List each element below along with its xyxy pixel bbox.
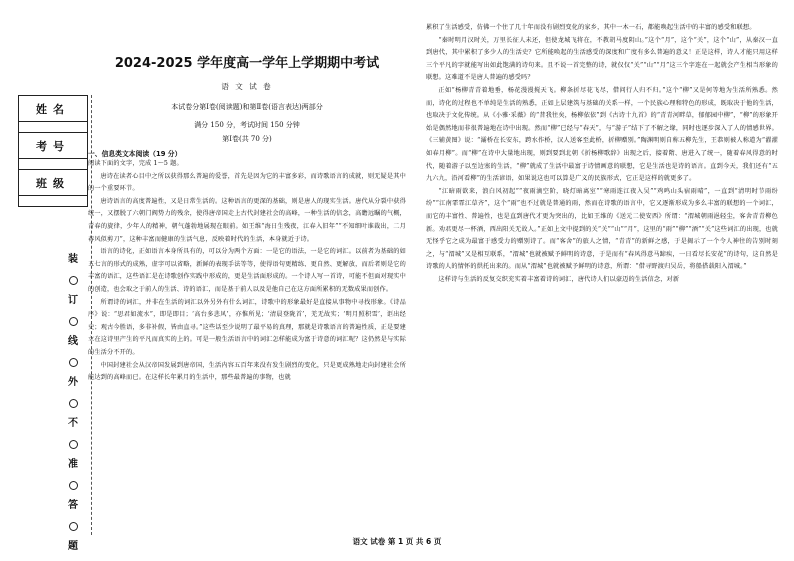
exam-number-field-blank[interactable] [19,159,87,170]
binding-char: 准 [68,459,78,470]
class-field-label: 班级 [19,170,87,196]
binding-char: 答 [68,500,78,511]
binding-char: 线 [68,336,78,347]
binding-char: 外 [68,377,78,388]
section-instruction: 阅读下面的文字，完成 1～5 题。 [88,160,183,167]
binding-dot [69,522,78,531]
passage-paragraph: 唐诗在读者心目中之所以获得那么普遍的爱誉，首先是因为它的丰富多彩，而诗歌语言的成就，则无疑是其中的一个重要环节。 [88,172,406,193]
binding-dot [69,399,78,408]
binding-dot [69,358,78,367]
binding-dot [69,276,78,285]
binding-dot [69,317,78,326]
passage-paragraph: 累积了生活感受，仿佛一个住了几十年而没有剧烈变化的家乡，其中一木一石，都能唤起生活中的丰富的感受和联想。 [426,24,756,31]
passage-paragraph: “江暗雨欲来，浪白风初起”“夜雨滴空阶，晓灯暗离室”“寒雨连江夜入吴”“鸡鸣山头宿雨晴”，一直到“清明时节雨纷纷”“江南霏霏江草齐”，这个“雨”也不过就是普通的雨，然而在诗歌的语言中，它又逐渐形成为多么丰富的联想的一个词汇，而它的丰富性、普遍性，也是直到唐代才更为突出的，比如王维的《送元二使安西》所谓：“渭城朝雨浥轻尘，客舍青青柳色新。劝君更尽一杯酒，西出阳关无故人。”正如上文中提到的关“关”“山”“月”，这里的“雨”“柳”“酒”“关”这些词汇的出现，也就无怪乎它之成为最富于感受力的赠别诗了。而“客舍”的旅人之情，“青青”的新鲜之感，于是揭示了一个令人神往的告别时刻之，与“渭城”又是相互联系，“渭城”也就被赋予鲜明的诗意，于是而有“春风得意马蹄疾，一日看尽长安花”的诗句，这自然是诗歌的人的情怀的烘托出来的。而从“渭城”也就被赋予鲜明的诗意，所谓：“借寻野渡归吴岳，将船搭载阳入渭城。” [426,187,778,271]
exam-subject: 语 文 试 卷 [221,82,273,91]
passage-paragraph: 正如“杨柳青青着地垂，杨花漫漫搅天飞。柳条折尽花飞尽，借问行人归不归。”这个“柳”又是何等地为生活所熟悉。然而，诗化的过程也不单纯是生活的熟悉，正如上层建筑与基础的关系一样，一个民族心理和特色的形成，既取决于他的生活，也取决于文化传统。从《小雅·采薇》的“昔我往矣，杨柳依依”到《古诗十九首》的“青青河畔草，郁郁园中柳”，“柳”的形象开始是偶然地而非很普遍地在诗中出现。然而“柳”已经与“春天”，与“游子”结下了不解之缘，同时也逐步深入了人的情感世界。《三辅黄图》说：“灞桥在长安东，跨水作桥，汉人送客至此桥，折柳赠别。”陶渊明则自称五柳先生，王恭则被人称道为“濯濯如春月柳”。而“柳”在诗中大量地出现，则到要到北朝《折杨柳歌辞》出现之后，接着隋、唐进入了统一，随着春风得意的时代，随着游子以至边塞的生活，“柳”就成了生活中最富于诗情画意的联想，它是生活也是诗的语言。直到今天，我们还有“五九六九，沿河看柳”的生活谚语，如果说这也可以算是广义的民族形式，它正是这样的就更多了。 [426,86,778,183]
passage-paragraph: 语言的诗化，正如语言本身所具有的，可以分为两个方面：一是它的语法，一是它的词汇。以前者为基础的如五七言的形式的成熟，虚字可以省略，新鲜的表现手法等等，使得语句更精练、更自然、更解放，而后者则是它的丰富的语汇，这些语汇是在诗歌创作实践中形成的，更是生活面形成的。一个诗人写一首诗，可能不但面对现实中的创造，也会取之于前人的生活、诗的语汇，而是基于前人以及是他自己在这方面所累积的无数成果而创作。 [88,248,406,293]
section-title: 一、信息类文本阅读（19 分） [88,150,182,158]
exam-title: 2024-2025 学年度高一学年上学期期中考试 [114,56,380,71]
exam-structure-note: 本试卷分第Ⅰ卷(阅读题)和第Ⅱ卷(语言表达)两部分 [171,103,323,111]
student-info-box [18,95,88,207]
left-column [88,22,406,385]
binding-warning [66,255,80,552]
binding-char: 装 [68,254,78,265]
class-field-blank[interactable] [19,196,87,206]
passage-paragraph: 唐诗语言的高度普遍性，又是日常生活的。这种语言的更深的基础，则是唐人的现实生活。唐代从分裂中获得统一，又摆脱了六朝门阀势力的残余，使得唐帝国走上古代封建社会的高峰，一种生活的信念，高瞻远瞩的气概，青春的旋律，少年人的精神，朝气蓬勃地展现在眼前。如王维“海日生残夜，江春入旧年”“不知细叶谁裁出，二月春风似剪刀”，这种丰富而健康的生活气息，反映着时代的生活，本身就近于诗。 [88,197,406,243]
name-field-blank[interactable] [19,122,87,133]
right-column [426,22,778,286]
binding-dot [69,440,78,449]
name-field-label: 姓名 [19,96,87,122]
page-footer: 语文 试卷 第 1 页 共 6 页 [352,537,442,546]
binding-dot [69,481,78,490]
passage-paragraph: “秦时明月汉时关，万里长征人未还，但使龙城飞将在，不教胡马度阴山。”这个“月”，这个“关”，这个“山”，从秦汉一直到唐代，其中累积了多少人的生活史？它所能唤起的生活感受的深度和广度有多么普遍的意义！正是这样，诗人才能只用这样三个平凡的字就能写出如此饱满的诗句来。且不说一首完整的诗，就仅仅“关”“山”“月”这三个字连在一起就会产生相当形象的联想。这难道不是唐人普遍的感受吗？ [426,36,778,82]
passage-paragraph: 中国封建社会从汉帝国发展到唐帝国，生活内容五百年来没有发生剧烈的变化，只是更成熟地走向封建社会所能达到的高峰而已。在这样长年累月的生活中，那些最普遍的事物，也就 [88,361,406,382]
volume-heading: 第Ⅰ卷(共 70 分) [222,135,272,143]
passage-paragraph: 这样诗与生活的反复交织充实着丰富着诗的词汇，唐代诗人们以豪迈的生活信念，对新 [438,275,680,283]
binding-char: 题 [68,541,78,552]
binding-char: 订 [68,295,78,306]
binding-char: 不 [68,418,78,429]
exam-score-time: 满分 150 分，考试时间 150 分钟 [194,121,300,129]
passage-paragraph: 所谓诗的词汇，并非在生活的词汇以外另外有什么词汇，诗歌中的形象最好是直接从事物中寻找形象。《诗品序》说：“思君如流水”，即是即目；‘高台多悲风’，亦惟所见；‘清晨登陇首’，羌无故实；‘明月照积雪’，讵出经史；观古今胜语，多非补假，皆由直寻。”这些话至少说明了最平易的真理，那就是诗歌语言的普遍性质，正是要建立在这诗里产生的平凡而真实的上的。可是一般生活语言中的词汇怎样能成为富于诗意的词汇呢？这仍然是与实际的生活分不开的。 [88,298,406,356]
exam-number-field-label: 考号 [19,133,87,159]
